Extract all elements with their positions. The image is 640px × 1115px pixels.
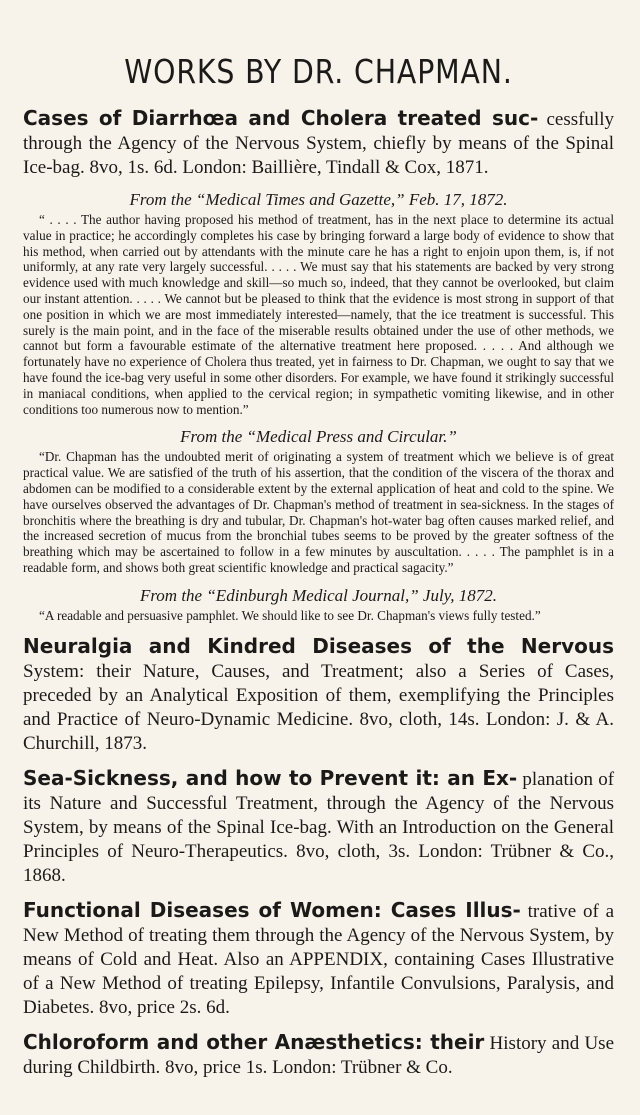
book-details: History and Use during Childbirth. 8vo, price 1s. London: Trübner & Co. bbox=[23, 1032, 615, 1078]
book-entry-neuralgia bbox=[23, 634, 614, 756]
book-entry-functional-diseases bbox=[23, 898, 614, 1020]
book-description bbox=[23, 898, 614, 1020]
book-entry-chloroform bbox=[23, 1030, 614, 1080]
book-details: planation of its Nature and Successful Treatment, through the Agency of the Nervous System, by means of the Spinal Ice-bag. With an Introduction on the General Principles of Neuro-Therapeutics. 8vo, cloth, 3s. London: Trübner & Co., 1868. bbox=[23, 768, 615, 886]
review-text: “ . . . . The author having proposed his method of treatment, has in the next place to determine its actual value in practice; he accordingly completes his case by bringing forward a large body of evidence to show that his method, when carried out by attendants with the minute care he has a right to enjoin upon them, is, if not uniformly, at any rate very largely successful. . . . . We must say that his statements are backed by very strong evidence used with much knowledge and skill—so much so, indeed, that they cannot be overlooked, but claim our instant attention. . . . . We cannot but be pleased to think that the evidence is most strong in support of that one position in which we are most immediately interested—namely, that the ice treatment is successful. This surely is the main point, and in the face of the miserable results obtained under the use of other methods, we cannot but form a favourable estimate of the alternative treatment here proposed. . . . . And although we fortunately have no experience of Cholera thus treated, yet in fairness to Dr. Chapman, we ought to say that we have found the ice-bag very useful in some other disorders. For example, we have found it strikingly successful in maniacal conditions, when applied to the cervical region; in sympathetic vomiting likewise, and in other conditions too numerous now to mention.” bbox=[23, 212, 614, 417]
book-heading: Functional Diseases of Women: Cases Illus- bbox=[23, 897, 521, 922]
book-details: cessfully through the Agency of the Nervous System, chiefly by means of the Spinal Ice-bag. 8vo, 1s. 6d. London: Baillière, Tindall & Cox, 1871. bbox=[23, 109, 614, 178]
book-details: trative of a New Method of treating them through the Agency of the Nervous System, by means of Cold and Heat. Also an APPENDIX, containing Cases Illustrative of a New Method of treating Epilepsy, Infantile Convulsions, Paralysis, and Diabetes. 8vo, price 2s. 6d. bbox=[23, 900, 615, 1018]
book-heading: Chloroform and other Anæsthetics: their bbox=[23, 1029, 485, 1054]
book-heading: Cases of Diarrhœa and Cholera treated suc- bbox=[23, 106, 539, 130]
book-entry-diarrhoea-cholera bbox=[23, 106, 614, 624]
book-entry-sea-sickness bbox=[23, 766, 614, 888]
book-description bbox=[23, 634, 614, 756]
review-source: From the “Medical Press and Circular.” bbox=[180, 427, 457, 447]
book-description bbox=[23, 106, 614, 180]
page-title: WORKS BY DR. CHAPMAN. bbox=[124, 52, 513, 91]
book-heading: Sea-Sickness, and how to Prevent it: an Ex- bbox=[23, 765, 518, 790]
book-description bbox=[23, 766, 614, 888]
review-source: From the “Edinburgh Medical Journal,” July, 1872. bbox=[139, 585, 498, 605]
book-heading: Neuralgia and Kindred Diseases of the Nervous bbox=[23, 633, 614, 658]
book-description bbox=[23, 1030, 614, 1080]
review-text: “A readable and persuasive pamphlet. We should like to see Dr. Chapman's views fully tested.” bbox=[39, 607, 541, 623]
review-text: “Dr. Chapman has the undoubted merit of originating a system of treatment which we believe is of great practical value. We are satisfied of the truth of his assertion, that the condition of the viscera of the thorax and abdomen can be modified to a considerable extent by the external application of heat and cold to the spine. We have ourselves observed the advantages of Dr. Chapman's method of treatment in sea-sickness. In the stages of bronchitis where the breathing is dry and tubular, Dr. Chapman's hot-water bag often causes marked relief, and the increased secretion of mucus from the bronchial tubes seems to be proved by the greater softness of the breathing which may be ascertained to follow in a few minutes by auscultation. . . . . The pamphlet is in a readable form, and shows both great scientific knowledge and practical sagacity.” bbox=[23, 449, 614, 575]
review-source: From the “Medical Times and Gazette,” Feb. 17, 1872. bbox=[129, 190, 508, 209]
book-details: System: their Nature, Causes, and Treatment; also a Series of Cases, preceded by an Analytical Exposition of them, exemplifying the Principles and Practice of Neuro-Dynamic Medicine. 8vo, cloth, 14s. London: J. & A. Churchill, 1873. bbox=[23, 660, 614, 754]
